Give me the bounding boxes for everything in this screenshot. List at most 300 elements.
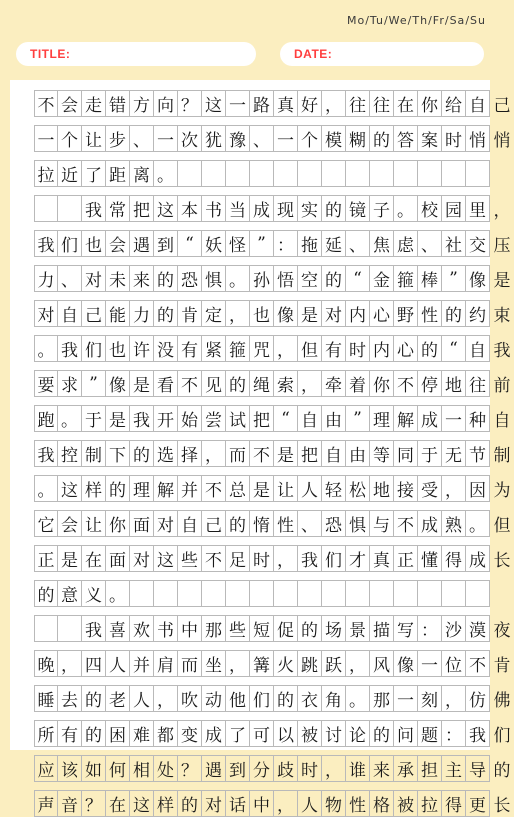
grid-cell: ， — [226, 650, 250, 677]
grid-cell: 对 — [82, 265, 106, 292]
grid-cell: 被 — [394, 790, 418, 817]
grid-cell: 受 — [418, 475, 442, 502]
grid-cell: 像 — [466, 265, 490, 292]
grid-cell: 都 — [154, 720, 178, 747]
grid-cell: 应 — [34, 755, 58, 782]
grid-cell: 的 — [322, 265, 346, 292]
grid-cell: 往 — [370, 90, 394, 117]
grid-cell: 己 — [202, 510, 226, 537]
grid-cell: 理 — [130, 475, 154, 502]
grid-cell: 也 — [82, 230, 106, 257]
grid-cell: 不 — [394, 510, 418, 537]
grid-cell: 写 — [394, 615, 418, 642]
weekday-separator: / — [407, 14, 413, 27]
grid-row — [34, 615, 511, 642]
grid-cell: 能 — [106, 300, 130, 327]
grid-cell: 让 — [82, 510, 106, 537]
grid-cell: 促 — [274, 615, 298, 642]
grid-cell: 距 — [106, 160, 130, 187]
grid-cell: 试 — [226, 405, 250, 432]
grid-cell: ” — [346, 405, 370, 432]
grid-cell: “ — [442, 335, 466, 362]
grid-cell: 的 — [322, 195, 346, 222]
grid-cell: ” — [250, 230, 274, 257]
grid-cell: 衣 — [298, 685, 322, 712]
grid-cell: 我 — [58, 335, 82, 362]
grid-cell: 我 — [466, 720, 490, 747]
grid-cell — [322, 580, 346, 607]
grid-cell: 沙 — [442, 615, 466, 642]
grid-overflow-char: 的 — [493, 761, 511, 781]
grid-cell: 自 — [466, 90, 490, 117]
title-field[interactable] — [16, 42, 256, 66]
grid-cell: 着 — [346, 370, 370, 397]
grid-cell — [154, 580, 178, 607]
grid-cell: 是 — [298, 300, 322, 327]
grid-overflow-char: 长 — [493, 796, 511, 816]
grid-cell: 虑 — [394, 230, 418, 257]
grid-cell: 绳 — [250, 370, 274, 397]
grid-row — [34, 300, 511, 327]
grid-cell: ， — [442, 685, 466, 712]
weekday-separator: / — [383, 14, 389, 27]
grid-cell: 箍 — [226, 335, 250, 362]
grid-overflow-char: 为 — [493, 481, 511, 501]
grid-cell: 也 — [106, 335, 130, 362]
grid-cell: 紧 — [202, 335, 226, 362]
grid-cell: 对 — [154, 510, 178, 537]
grid-cell: ， — [274, 335, 298, 362]
grid-cell: 一 — [442, 405, 466, 432]
grid-row — [34, 90, 511, 117]
grid-cell: 向 — [154, 90, 178, 117]
grid-cell: 近 — [58, 160, 82, 187]
grid-row — [34, 265, 511, 292]
grid-cell: 你 — [106, 510, 130, 537]
grid-cell: 。 — [34, 475, 58, 502]
grid-cell: 会 — [106, 230, 130, 257]
grid-overflow-char: 肯 — [493, 656, 511, 676]
grid-row — [34, 510, 511, 537]
grid-cell: 这 — [58, 475, 82, 502]
grid-cell: 。 — [106, 580, 130, 607]
grid-cell: 的 — [154, 300, 178, 327]
grid-cell: 恐 — [178, 265, 202, 292]
grid-cell: 下 — [106, 440, 130, 467]
grid-cell: 仿 — [466, 685, 490, 712]
grid-cell: 镜 — [346, 195, 370, 222]
grid-cell: 正 — [34, 545, 58, 572]
grid-cell: 不 — [202, 545, 226, 572]
grid-row — [34, 580, 490, 607]
grid-cell: 的 — [130, 440, 154, 467]
grid-cell — [418, 160, 442, 187]
date-field[interactable] — [280, 42, 484, 66]
grid-cell: 力 — [34, 265, 58, 292]
grid-cell: 惧 — [346, 510, 370, 537]
grid-cell: 。 — [346, 685, 370, 712]
grid-cell — [202, 580, 226, 607]
grid-cell — [226, 160, 250, 187]
grid-cell: ， — [226, 300, 250, 327]
grid-cell: 跑 — [34, 405, 58, 432]
grid-cell: 篝 — [250, 650, 274, 677]
grid-cell: 成 — [202, 720, 226, 747]
grid-cell: 解 — [394, 405, 418, 432]
grid-cell: 导 — [466, 755, 490, 782]
grid-cell: 的 — [418, 335, 442, 362]
grid-cell: 而 — [178, 650, 202, 677]
date-label: DATE: — [294, 47, 333, 61]
grid-cell: 这 — [130, 790, 154, 817]
grid-cell: 像 — [274, 300, 298, 327]
grid-cell: 是 — [130, 370, 154, 397]
grid-cell: 离 — [130, 160, 154, 187]
grid-cell: 的 — [82, 720, 106, 747]
grid-cell: 欢 — [130, 615, 154, 642]
grid-cell: 路 — [250, 90, 274, 117]
grid-cell: 等 — [370, 440, 394, 467]
grid-cell: 由 — [322, 405, 346, 432]
grid-row — [34, 720, 511, 747]
grid-cell: 、 — [346, 230, 370, 257]
grid-cell: 空 — [298, 265, 322, 292]
weekday-mo[interactable]: Mo — [346, 14, 366, 27]
grid-cell: 变 — [178, 720, 202, 747]
grid-cell: 把 — [250, 405, 274, 432]
weekday-sa[interactable]: Sa — [449, 14, 466, 27]
grid-cell: 主 — [442, 755, 466, 782]
grid-cell: 睡 — [34, 685, 58, 712]
grid-cell — [370, 580, 394, 607]
grid-overflow-char: 制 — [493, 446, 511, 466]
grid-cell: 们 — [322, 545, 346, 572]
grid-cell: 在 — [394, 90, 418, 117]
grid-overflow-char: 前 — [493, 376, 511, 396]
grid-cell: 的 — [154, 265, 178, 292]
grid-cell: 松 — [346, 475, 370, 502]
grid-cell: 成 — [418, 510, 442, 537]
grid-cell: 风 — [370, 650, 394, 677]
grid-cell: 人 — [130, 685, 154, 712]
grid-cell: 时 — [298, 755, 322, 782]
grid-cell: 见 — [202, 370, 226, 397]
grid-cell: 得 — [442, 790, 466, 817]
grid-cell: 校 — [418, 195, 442, 222]
grid-cell: ： — [418, 615, 442, 642]
grid-cell: 熟 — [442, 510, 466, 537]
grid-cell — [250, 160, 274, 187]
grid-cell: 总 — [226, 475, 250, 502]
grid-cell: 、 — [298, 510, 322, 537]
grid-cell: 对 — [322, 300, 346, 327]
weekday-we[interactable]: We — [388, 14, 408, 27]
grid-cell: 拉 — [418, 790, 442, 817]
grid-cell: 们 — [58, 230, 82, 257]
grid-cell: 自 — [322, 440, 346, 467]
grid-cell: 跃 — [322, 650, 346, 677]
grid-cell: 社 — [442, 230, 466, 257]
grid-cell: 往 — [466, 370, 490, 397]
grid-cell: 好 — [298, 90, 322, 117]
grid-cell — [466, 160, 490, 187]
grid-cell: 因 — [466, 475, 490, 502]
grid-cell: 问 — [394, 720, 418, 747]
grid-cell: 的 — [274, 685, 298, 712]
grid-cell: ， — [274, 790, 298, 817]
grid-cell: 这 — [202, 90, 226, 117]
grid-cell: 处 — [154, 755, 178, 782]
weekday-su[interactable]: Su — [470, 14, 486, 27]
grid-overflow-char: 们 — [493, 726, 511, 746]
grid-cell: 模 — [322, 125, 346, 152]
grid-cell: 面 — [106, 545, 130, 572]
grid-cell: 样 — [82, 475, 106, 502]
grid-cell: 定 — [202, 300, 226, 327]
grid-cell: 于 — [418, 440, 442, 467]
grid-cell: 歧 — [274, 755, 298, 782]
grid-cell: ？ — [82, 790, 106, 817]
grid-cell: 实 — [298, 195, 322, 222]
grid-cell: 是 — [58, 545, 82, 572]
grid-cell: 谁 — [346, 755, 370, 782]
grid-cell: 一 — [394, 685, 418, 712]
grid-cell: 。 — [226, 265, 250, 292]
grid-row — [34, 440, 511, 467]
grid-cell: 景 — [346, 615, 370, 642]
grid-cell: 走 — [82, 90, 106, 117]
grid-cell: 足 — [226, 545, 250, 572]
grid-cell: 尝 — [202, 405, 226, 432]
grid-cell: 来 — [370, 755, 394, 782]
grid-cell: 对 — [130, 545, 154, 572]
grid-cell: ， — [322, 90, 346, 117]
grid-cell: 对 — [34, 300, 58, 327]
grid-cell: 才 — [346, 545, 370, 572]
grid-cell: 一 — [418, 650, 442, 677]
grid-cell: 我 — [34, 440, 58, 467]
grid-cell: 时 — [346, 335, 370, 362]
grid-cell: 肩 — [154, 650, 178, 677]
grid-cell: 真 — [370, 545, 394, 572]
grid-cell — [178, 160, 202, 187]
grid-cell: 短 — [250, 615, 274, 642]
grid-cell: 何 — [106, 755, 130, 782]
grid-cell: 个 — [58, 125, 82, 152]
grid-cell: 你 — [370, 370, 394, 397]
grid-cell: 刻 — [418, 685, 442, 712]
grid-cell: 。 — [394, 195, 418, 222]
grid-cell: 的 — [178, 790, 202, 817]
grid-cell — [466, 580, 490, 607]
grid-cell: 孙 — [250, 265, 274, 292]
grid-cell: 的 — [106, 475, 130, 502]
grid-cell: 人 — [298, 790, 322, 817]
grid-cell: 子 — [370, 195, 394, 222]
grid-cell: 会 — [58, 90, 82, 117]
grid-cell: 错 — [106, 90, 130, 117]
grid-cell: 声 — [34, 790, 58, 817]
grid-cell: 有 — [178, 335, 202, 362]
grid-cell: 这 — [154, 195, 178, 222]
grid-cell: 分 — [250, 755, 274, 782]
grid-cell: 坐 — [202, 650, 226, 677]
grid-overflow-char: 夜 — [493, 621, 511, 641]
grid-cell: 论 — [346, 720, 370, 747]
grid-cell: 音 — [58, 790, 82, 817]
grid-row — [34, 755, 511, 782]
grid-cell: 性 — [346, 790, 370, 817]
grid-cell: 懂 — [418, 545, 442, 572]
grid-cell: 些 — [226, 615, 250, 642]
grid-cell: 妖 — [202, 230, 226, 257]
grid-cell: 些 — [178, 545, 202, 572]
grid-cell: 答 — [394, 125, 418, 152]
grid-cell: 面 — [130, 510, 154, 537]
grid-cell — [34, 195, 58, 222]
grid-cell — [298, 580, 322, 607]
grid-cell: 会 — [58, 510, 82, 537]
grid-cell: 相 — [130, 755, 154, 782]
grid-cell: ？ — [178, 90, 202, 117]
grid-overflow-char: 束 — [493, 306, 511, 326]
grid-cell: 许 — [130, 335, 154, 362]
grid-cell: 金 — [370, 265, 394, 292]
grid-cell: 得 — [442, 545, 466, 572]
weekday-separator: / — [428, 14, 433, 27]
grid-cell: 给 — [442, 90, 466, 117]
grid-cell: 接 — [394, 475, 418, 502]
grid-cell: 棒 — [418, 265, 442, 292]
grid-overflow-char: 长 — [493, 551, 511, 571]
grid-cell: 到 — [226, 755, 250, 782]
grid-cell: 交 — [466, 230, 490, 257]
grid-cell — [34, 615, 58, 642]
grid-cell: 们 — [250, 685, 274, 712]
grid-cell: 拉 — [34, 160, 58, 187]
grid-overflow-char: 但 — [493, 516, 511, 536]
grid-row — [34, 545, 511, 572]
grid-cell: 真 — [274, 90, 298, 117]
grid-cell: 豫 — [226, 125, 250, 152]
grid-cell: 我 — [130, 405, 154, 432]
grid-row — [34, 370, 511, 397]
grid-overflow-char: 压 — [493, 236, 511, 256]
grid-cell: 是 — [274, 440, 298, 467]
grid-cell: 一 — [226, 90, 250, 117]
grid-cell: 角 — [322, 685, 346, 712]
grid-cell: 制 — [82, 440, 106, 467]
grid-cell: 描 — [370, 615, 394, 642]
grid-cell: 步 — [106, 125, 130, 152]
grid-cell: 它 — [34, 510, 58, 537]
weekday-th[interactable]: Th — [412, 14, 429, 27]
grid-cell: ， — [58, 650, 82, 677]
grid-cell: 可 — [250, 720, 274, 747]
weekday-separator: / — [465, 14, 471, 27]
grid-row — [34, 195, 511, 222]
grid-cell: ？ — [178, 755, 202, 782]
grid-cell: ， — [346, 650, 370, 677]
grid-cell: 的 — [34, 580, 58, 607]
grid-cell — [346, 580, 370, 607]
grid-cell: 节 — [466, 440, 490, 467]
grid-cell: 停 — [418, 370, 442, 397]
grid-cell: 把 — [130, 195, 154, 222]
grid-row — [34, 685, 511, 712]
grid-cell: 动 — [202, 685, 226, 712]
grid-cell: 。 — [154, 160, 178, 187]
grid-cell: 牵 — [322, 370, 346, 397]
grid-cell: 你 — [418, 90, 442, 117]
grid-overflow-char: 是 — [493, 271, 511, 291]
grid-cell — [58, 195, 82, 222]
grid-cell: 当 — [226, 195, 250, 222]
grid-cell: 不 — [34, 90, 58, 117]
grid-overflow-char: 己 — [493, 96, 511, 116]
weekday-tu[interactable]: Tu — [369, 14, 384, 27]
grid-cell: 被 — [298, 720, 322, 747]
grid-cell: 求 — [58, 370, 82, 397]
grid-cell: 书 — [154, 615, 178, 642]
grid-cell — [130, 580, 154, 607]
grid-cell: 漠 — [466, 615, 490, 642]
grid-cell — [274, 580, 298, 607]
grid-cell: 我 — [82, 195, 106, 222]
grid-cell: 选 — [154, 440, 178, 467]
grid-cell: “ — [274, 405, 298, 432]
grid-overflow-char: 我 — [493, 341, 511, 361]
grid-cell: 园 — [442, 195, 466, 222]
grid-cell: 、 — [58, 265, 82, 292]
grid-cell: 时 — [442, 125, 466, 152]
grid-cell: 方 — [130, 90, 154, 117]
grid-cell — [394, 580, 418, 607]
grid-cell: 不 — [250, 440, 274, 467]
grid-cell: ， — [154, 685, 178, 712]
grid-cell: 那 — [202, 615, 226, 642]
grid-row — [34, 160, 490, 187]
grid-cell: 让 — [82, 125, 106, 152]
grid-cell: 。 — [466, 510, 490, 537]
grid-cell: 是 — [106, 405, 130, 432]
grid-cell: 糊 — [346, 125, 370, 152]
grid-cell — [298, 160, 322, 187]
grid-cell: 的 — [298, 615, 322, 642]
grid-cell: 困 — [106, 720, 130, 747]
grid-cell: 跳 — [298, 650, 322, 677]
weekday-selector — [347, 14, 486, 27]
grid-cell: 个 — [298, 125, 322, 152]
grid-cell: 更 — [466, 790, 490, 817]
grid-cell: 在 — [106, 790, 130, 817]
grid-cell: 让 — [274, 475, 298, 502]
grid-cell: 的 — [82, 685, 106, 712]
grid-row — [34, 475, 511, 502]
grid-cell: 不 — [394, 370, 418, 397]
weekday-fr[interactable]: Fr — [432, 14, 445, 27]
grid-cell: 地 — [442, 370, 466, 397]
grid-cell: 一 — [274, 125, 298, 152]
grid-cell: 择 — [178, 440, 202, 467]
grid-cell: 义 — [82, 580, 106, 607]
grid-cell: 中 — [178, 615, 202, 642]
grid-cell: 己 — [82, 300, 106, 327]
grid-cell: 索 — [274, 370, 298, 397]
grid-cell: ， — [442, 475, 466, 502]
grid-cell: 所 — [34, 720, 58, 747]
grid-cell: 不 — [466, 650, 490, 677]
